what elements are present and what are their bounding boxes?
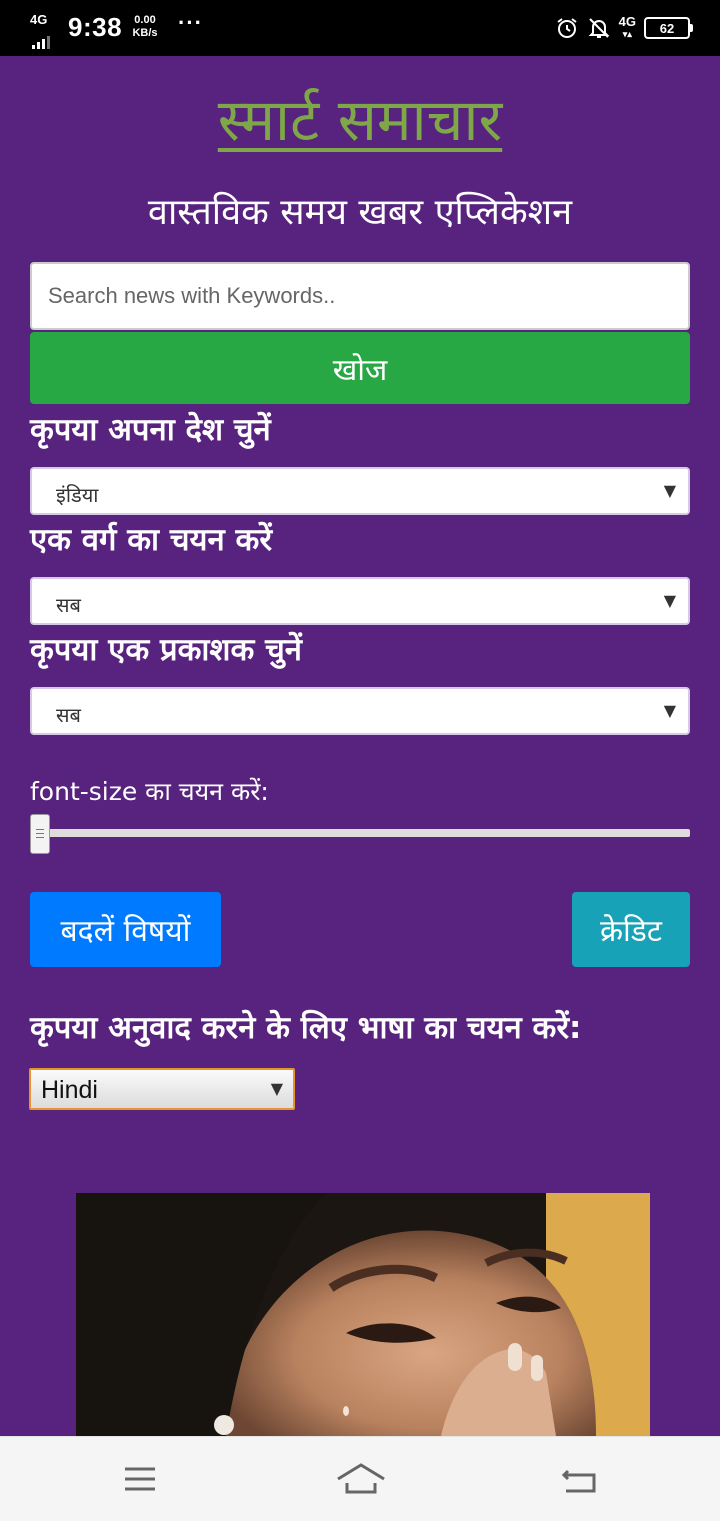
dropdown-arrow-icon: ▼ <box>663 481 676 500</box>
country-select-value: इंडिया <box>56 483 99 507</box>
credits-button[interactable]: क्रेडिट <box>572 892 690 967</box>
country-label: कृपया अपना देश चुनें <box>30 412 271 448</box>
battery-level: 62 <box>659 20 675 36</box>
notifications-off-icon <box>587 16 611 40</box>
category-select[interactable] <box>30 577 690 625</box>
signal-icon <box>32 30 52 49</box>
news-photo <box>76 1193 650 1436</box>
translation-language-label: कृपया अनुवाद करने के लिए भाषा का चयन करें: <box>30 1010 582 1046</box>
app-title-text: स्मार्ट समाचार <box>217 86 503 154</box>
alarm-icon <box>555 16 579 40</box>
network-speed <box>128 14 162 40</box>
network-type-right-label: 4G <box>618 14 636 29</box>
more-notifications-icon: ··· <box>178 10 203 35</box>
country-select[interactable] <box>30 467 690 515</box>
dropdown-arrow-icon: ▼ <box>663 591 676 610</box>
dropdown-arrow-icon: ▼ <box>270 1079 283 1098</box>
dropdown-arrow-icon: ▼ <box>663 701 676 720</box>
news-article-image[interactable] <box>76 1193 650 1436</box>
publisher-select-value: सब <box>56 703 81 727</box>
network-signal <box>30 12 60 42</box>
network-type-right <box>619 16 636 40</box>
status-bar <box>0 0 720 56</box>
publisher-label: कृपया एक प्रकाशक चुनें <box>30 632 303 668</box>
font-size-slider-thumb[interactable] <box>30 814 50 854</box>
category-select-value: सब <box>56 593 81 617</box>
speed-value: 0.00 <box>134 14 156 26</box>
speed-unit: KB/s <box>132 27 158 39</box>
font-size-slider-track[interactable] <box>36 829 690 837</box>
font-size-label: font-size का चयन करें: <box>30 777 269 806</box>
home-icon[interactable] <box>336 1459 386 1499</box>
menu-icon[interactable] <box>120 1459 160 1499</box>
battery-icon <box>644 17 690 39</box>
app-title <box>0 78 720 157</box>
data-arrows-icon: ▾▴ <box>622 29 632 39</box>
category-label: एक वर्ग का चयन करें <box>30 522 273 558</box>
language-select-value: Hindi <box>41 1076 98 1104</box>
network-type: 4G <box>30 12 48 27</box>
navigation-bar <box>0 1436 720 1521</box>
back-icon[interactable] <box>560 1459 600 1499</box>
app-subtitle: वास्तविक समय खबर एप्लिकेशन <box>147 192 573 233</box>
search-input[interactable] <box>30 262 690 330</box>
status-icons <box>555 14 690 42</box>
publisher-select[interactable] <box>30 687 690 735</box>
change-topics-button[interactable]: बदलें विषयों <box>30 892 221 967</box>
clock: 9:38 <box>68 12 123 42</box>
language-select[interactable] <box>29 1068 295 1110</box>
search-button[interactable]: खोज <box>30 332 690 404</box>
